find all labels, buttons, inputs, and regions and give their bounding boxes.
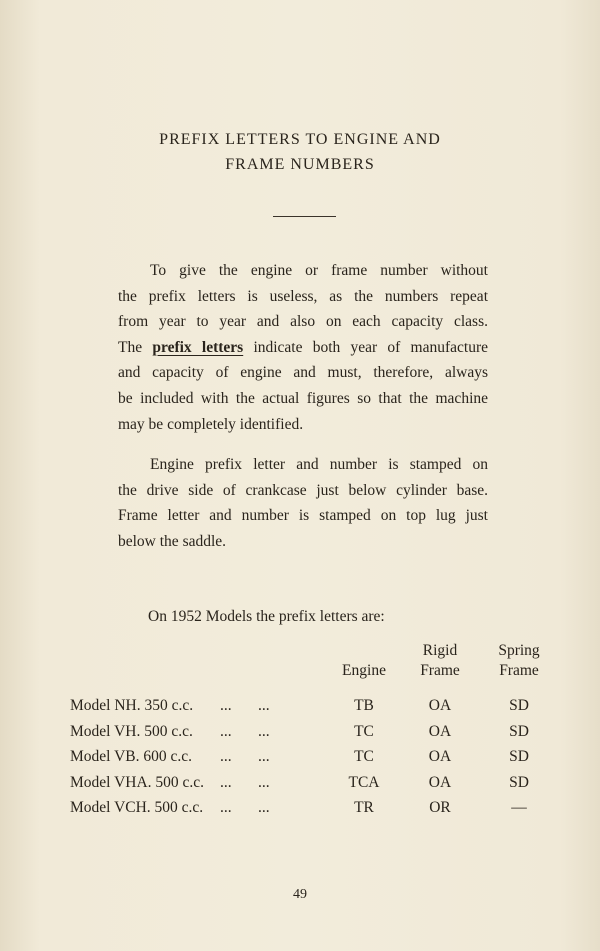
- title-line-1: PREFIX LETTERS TO ENGINE AND: [159, 131, 441, 148]
- header-spring-top: Spring: [498, 642, 540, 659]
- text-line: and capacity of engine and must, therefore, always: [118, 364, 488, 382]
- spring-frame-cell: SD: [509, 722, 529, 740]
- model-cell: Model VB. 600 c.c.: [70, 748, 192, 765]
- prefix-table: [70, 641, 558, 821]
- text-fragment: indicate both year of manufacture: [253, 338, 489, 356]
- table-header-row-1: [70, 641, 558, 661]
- table-row: [70, 744, 558, 770]
- leader-dots: ...: [220, 722, 232, 740]
- text-line: To give the engine or frame number without: [150, 262, 488, 279]
- leader-dots: ...: [258, 697, 270, 714]
- spring-frame-cell: SD: [509, 773, 529, 791]
- text-line: below the saddle.: [118, 532, 227, 550]
- leader-dots: ...: [258, 773, 270, 791]
- page-number: 49: [293, 887, 307, 902]
- leader-dots: ...: [220, 773, 232, 791]
- leader-dots: ...: [258, 799, 270, 816]
- text-line: from year to year and also on each capacity class.: [118, 313, 488, 331]
- header-spring-bottom: Frame: [499, 662, 539, 679]
- paragraph-prefix-explanation: [118, 258, 488, 437]
- header-engine: Engine: [342, 662, 386, 679]
- model-cell: Model VHA. 500 c.c.: [70, 773, 205, 791]
- header-rigid-bottom: Frame: [420, 662, 460, 679]
- leader-dots: ...: [258, 722, 270, 740]
- rigid-frame-cell: OA: [428, 773, 452, 791]
- text-fragment: The: [118, 338, 143, 356]
- leader-dots: ...: [220, 799, 232, 816]
- text-line: may be completely identified.: [118, 415, 304, 433]
- header-rigid-top: Rigid: [422, 642, 458, 659]
- title-line-2: FRAME NUMBERS: [225, 156, 375, 173]
- emphasis-prefix-letters: prefix letters: [152, 338, 244, 356]
- page-title: [0, 127, 600, 177]
- engine-prefix-cell: TCA: [348, 773, 380, 791]
- text-line: be included with the actual figures so that the machine: [118, 389, 488, 407]
- text-line: Engine prefix letter and number is stamped on: [150, 456, 488, 473]
- table-row: [70, 770, 558, 796]
- divider-rule: [273, 216, 336, 217]
- text-line: [118, 335, 488, 361]
- model-cell: Model VCH. 500 c.c.: [70, 799, 204, 816]
- engine-prefix-cell: TC: [354, 748, 374, 765]
- table-row: [70, 693, 558, 719]
- text-line: the drive side of crankcase just below cylinder base.: [118, 481, 488, 499]
- engine-prefix-cell: TR: [354, 799, 374, 816]
- table-row: [70, 719, 558, 745]
- text-line: Frame letter and number is stamped on top lug just: [118, 507, 488, 525]
- text-line: the prefix letters is useless, as the numbers repeat: [118, 287, 488, 305]
- spring-frame-cell: —: [511, 799, 527, 816]
- engine-prefix-cell: TB: [354, 697, 374, 714]
- engine-prefix-cell: TC: [354, 722, 374, 740]
- leader-dots: ...: [220, 748, 232, 765]
- leader-dots: ...: [258, 748, 270, 765]
- table-header-row-2: [70, 661, 558, 681]
- model-cell: Model VH. 500 c.c.: [70, 722, 193, 740]
- table-row: [70, 795, 558, 821]
- paragraph-stamp-location: [118, 452, 488, 554]
- rigid-frame-cell: OR: [429, 799, 451, 816]
- model-cell: Model NH. 350 c.c.: [70, 697, 194, 714]
- rigid-frame-cell: OA: [428, 722, 452, 740]
- spring-frame-cell: SD: [509, 697, 529, 714]
- spring-frame-cell: SD: [509, 748, 529, 765]
- table-intro: On 1952 Models the prefix letters are:: [148, 608, 385, 625]
- rigid-frame-cell: OA: [428, 697, 452, 714]
- leader-dots: ...: [220, 697, 232, 714]
- rigid-frame-cell: OA: [428, 748, 452, 765]
